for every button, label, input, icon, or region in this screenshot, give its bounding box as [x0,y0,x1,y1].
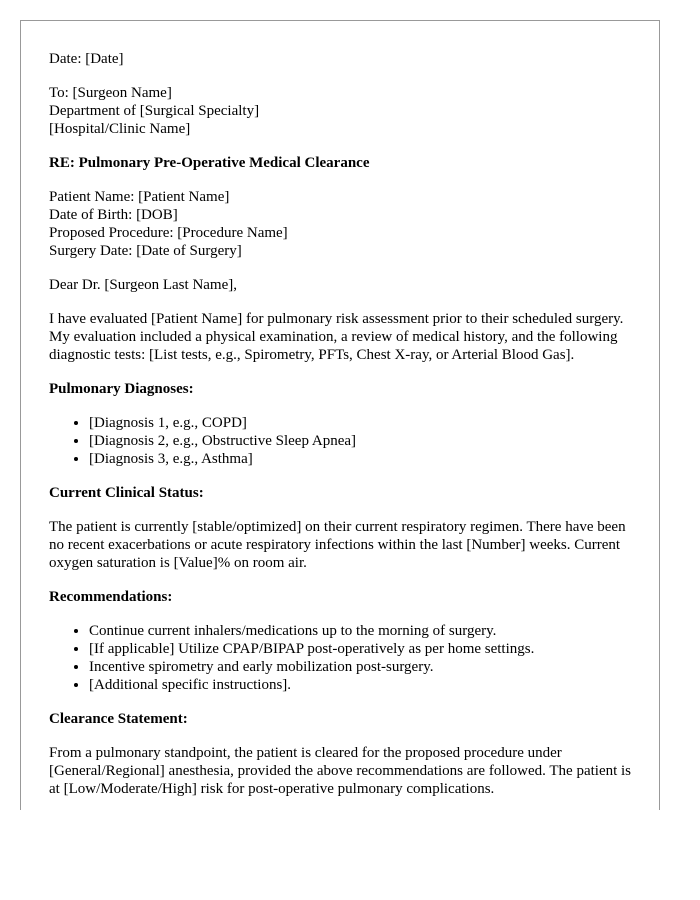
diagnoses-list [49,414,635,468]
patient-info-block [49,188,635,260]
list-item: • [Additional specific instructions]. [89,676,635,694]
recipient-department: Department of [Surgical Specialty] [49,103,260,119]
salutation: Dear Dr. [Surgeon Last Name], [49,277,237,293]
clinical-status-heading: Current Clinical Status: [49,485,204,501]
letter-page [20,20,660,810]
list-item: • [Diagnosis 1, e.g., COPD] [89,414,635,432]
surgery-date: Surgery Date: [Date of Surgery] [49,243,242,259]
recommendations-list [49,622,635,694]
recipient-to: To: [Surgeon Name] [49,85,172,101]
patient-name: Patient Name: [Patient Name] [49,189,230,205]
list-item: • [If applicable] Utilize CPAP/BIPAP post-operatively as per home settings. [89,640,635,658]
clearance-paragraph: From a pulmonary standpoint, the patient is cleared for the proposed procedure under [General/Regional] anesthesia, provided the above recommendations are followed. The patient is at [Low/Moderate/High] risk for post-operative pulmonary complications. [49,745,632,797]
proposed-procedure: Proposed Procedure: [Procedure Name] [49,225,288,241]
diagnoses-heading: Pulmonary Diagnoses: [49,381,194,397]
date-line: Date: [Date] [49,51,124,67]
list-item: • Continue current inhalers/medications up to the morning of surgery. [89,622,635,640]
letter-content [49,50,635,810]
clinical-status-paragraph: The patient is currently [stable/optimized] on their current respiratory regimen. There have been no recent exacerbations or acute respiratory infections within the last [Number] weeks. Current oxygen saturation is [Value]% on room air. [49,519,626,571]
recommendations-heading: Recommendations: [49,589,173,605]
patient-dob: Date of Birth: [DOB] [49,207,178,223]
list-item: • [Diagnosis 2, e.g., Obstructive Sleep Apnea] [89,432,635,450]
intro-paragraph: I have evaluated [Patient Name] for pulmonary risk assessment prior to their scheduled surgery. My evaluation included a physical examination, a review of medical history, and the following diagnostic tests: [List tests, e.g., Spirometry, PFTs, Chest X-ray, or Arterial Blood Gas]. [49,311,624,363]
subject-line: RE: Pulmonary Pre-Operative Medical Clearance [49,155,370,171]
clearance-heading: Clearance Statement: [49,711,188,727]
recipient-block [49,84,635,138]
list-item: • [Diagnosis 3, e.g., Asthma] [89,450,635,468]
recipient-hospital: [Hospital/Clinic Name] [49,121,191,137]
list-item: • Incentive spirometry and early mobilization post-surgery. [89,658,635,676]
